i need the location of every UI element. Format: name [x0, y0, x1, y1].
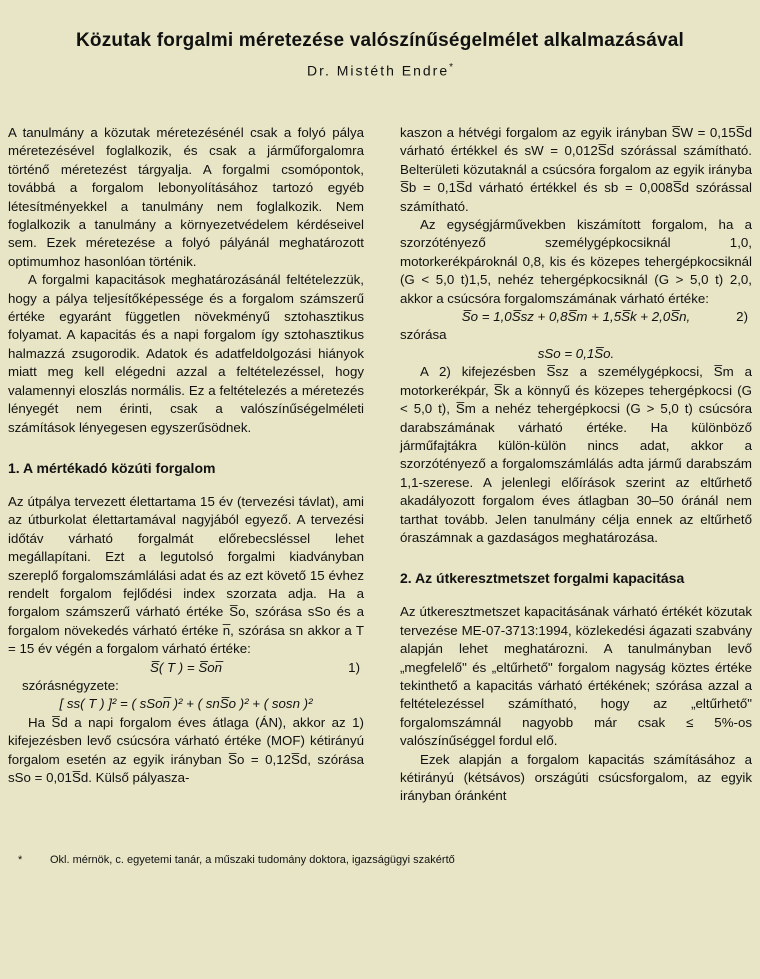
right-paragraph-4: A 2) kifejezésben S̅sz a személygépkocsi, S̅m a motorkerékpár, S̅k a könnyű és közepes tehergépkocsi (G < 5,0 t), S̅m a nehéz tehergépkocsi (G > 5,0 t) csúcsóra darabszámának várható értéke. Ha különböző járműfajtákra külön-külön nincs adat, akkor a szorzótényező a forgalomszámlálás adta jármű darabszám 1,1-szerese. A jelenlegi előírások szerint az eltűrhető akadályozott forgalom éves átlagban 30–50 óránál nem tarthat tovább. Jelen tanulmány célja ennek az eltűrhető óraszámnak a gazdaságos meghatározása. [400, 364, 752, 545]
footnote-mark: * [18, 854, 23, 866]
right-paragraph-3: szórása [400, 327, 447, 343]
paper-title: Közutak forgalmi méretezése valószínűségelmélet alkalmazásával [75, 30, 684, 51]
equation-4 [400, 345, 752, 363]
section-1-heading: 1. A mértékadó közúti forgalom [8, 459, 216, 476]
right-paragraph-2: Az egységjárművekben kiszámított forgalom, ha a szorzótényező személygépkocsiknál 1,0, motorkerékpároknál 0,8, kis és közepes tehergépkocsiknál (G < 5,0 t)1,5, nehéz tehergépkocsiknál (G > 5,0 t) 2,0, akkor a csúcsóra forgalomszámának várható értéke: [400, 217, 752, 306]
equation-2 [8, 695, 364, 713]
author-line [0, 62, 760, 79]
footnote-text: Okl. mérnök, c. egyetemi tanár, a műszaki tudomány doktora, igazságügyi szakértő [50, 854, 455, 866]
author-footnote-mark: * [449, 62, 454, 73]
right-column [400, 124, 752, 806]
footnote [18, 853, 738, 867]
equation-4-body: sSo = 0,1S̅o. [537, 345, 615, 361]
right-paragraph-6: Ezek alapján a forgalom kapacitás számításához a kétirányú (kétsávos) országúti csúcsforgalom, az egyik irányban óránként [400, 751, 752, 804]
left-paragraph-3: Az útpálya tervezett élettartama 15 év (tervezési távlat), ami az útburkolat élettartamával nagyjából egyező. A tervezési időtáv várható forgalmát előrebecsléssel lehet megállapítani. Ezt a legutolsó forgalmi kiadványban szereplő forgalomszámlálási adat és az ezt követő 15 évhez rendelt forgalom fejlődési index szorzata adja. Ha a forgalom számszerű várható értéke S̅o, szórása sSo és a forgalom növekedés várható értéke n̅, szórása sn akkor a T = 15 év végén a forgalom várható értéke: [8, 493, 364, 657]
right-paragraph-5: Az útkeresztmetszet kapacitásának várható értékét közutak tervezése ME-07-3713:1994, közlekedési ágazati szabvány alapján lehet meghatározni. A tanulmányban levő „megfelelő" és „eltűrhető" forgalom nagyság köztes értéke tekinthető a kapacitás várható értékének; szórása azzal a feltételezéssel számítható, hogy az „eltűrhető" forgalomszámnál nagyobb már csak ≤ 5%-os valószínűséggel fordul elő. [400, 604, 752, 749]
equation-3-number: 2) [736, 309, 748, 325]
left-paragraph-4: szórásnégyzete: [22, 677, 119, 693]
left-paragraph-5: Ha S̅d a napi forgalom éves átlaga (ÁN), akkor az 1) kifejezésben levő csúcsóra várható értéke (MOF) kétirányú forgalom esetén az egyik irányban S̅o = 0,12S̅d, szórása sSo = 0,01S̅d. Külső pályasza- [8, 714, 364, 785]
equation-3 [400, 308, 752, 326]
section-2-heading: 2. Az útkeresztmetszet forgalmi kapacitása [400, 570, 685, 587]
equation-1 [8, 659, 364, 677]
equation-1-body: S̅( T ) = S̅on̅ [149, 659, 223, 675]
left-column [8, 124, 364, 787]
left-paragraph-1: A tanulmány a közutak méretezésénél csak a folyó pálya méretezésével foglalkozik, és csak a járműforgalomra történő méretezést tárgyalja. A forgalmi csomópontok, továbbá a forgalom lebonyolításához tartozó egyéb létesítményekkel a tanulmány nem foglalkozik. Nem foglalkozik a tanulmány a környezetvédelem kérdéseivel sem. Ezek méretezése a folyó pályánál meghatározott optimumhoz hasonlóan történik. [8, 125, 364, 269]
equation-3-body: S̅o = 1,0S̅sz + 0,8S̅m + 1,5S̅k + 2,0S̅n, [461, 309, 691, 325]
equation-1-number: 1) [348, 659, 360, 675]
equation-2-body: [ ss( T ) ]² = ( sSon̅ )² + ( snS̅o )² + ( sosn )² [59, 696, 313, 712]
right-paragraph-1: kaszon a hétvégi forgalom az egyik irányban S̅W = 0,15S̅d várható értékkel és sW = 0,012S̅d szórással számítható. Belterületi közutaknál a csúcsóra forgalom az egyik irányba S̅b = 0,1S̅d várható értékkel és sb = 0,008S̅d szórással számítható. [400, 125, 752, 214]
author-name: Dr. Mistéth Endre [306, 62, 450, 79]
left-paragraph-2: A forgalmi kapacitások meghatározásánál feltételezzük, hogy a pálya teljesítőképessége és a forgalom számszerű értéke egyaránt független növekményű sztohasztikus folyamat. A kapacitás és a napi forgalom így sztohasztikus halmazzá zsugorodik. Adatok és adatfeldolgozási hiányok miatt meg kell elégedni azzal a feltételezéssel, hogy valamennyi eloszlás normális. Ez a feltételezés a méretezés lényegét nem érinti, csak a valószínűségelméleti számítások lényegesen egyszerűsödnek. [8, 272, 364, 435]
